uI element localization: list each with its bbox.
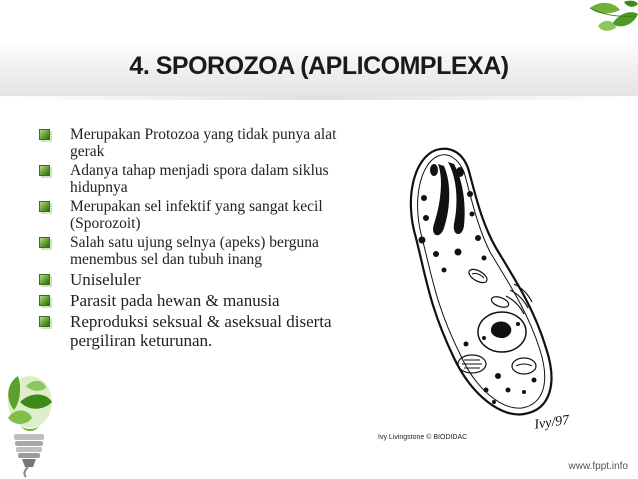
list-item [38, 270, 368, 289]
list-item [38, 234, 368, 268]
sporozoite-figure [374, 128, 602, 443]
bullet-list [38, 126, 368, 352]
list-item [38, 162, 368, 196]
bullet-box-icon [39, 237, 50, 248]
list-item [38, 126, 368, 160]
bullet-text: Salah satu ujung selnya (apeks) berguna menembus sel dan tubuh inang [70, 234, 319, 268]
bullet-text: Merupakan sel infektif yang sangat kecil (Sporozoit) [70, 198, 323, 232]
bullet-text: Merupakan Protozoa yang tidak punya alat gerak [70, 126, 337, 160]
figure-credit: Ivy Livingstone © BIODIDAC [378, 434, 468, 441]
bullet-box-icon [39, 274, 50, 285]
bullet-box-icon [39, 129, 50, 140]
bullet-box-icon [39, 316, 50, 327]
bullet-text: Adanya tahap menjadi spora dalam siklus hidupnya [70, 162, 329, 196]
bullet-box-icon [39, 295, 50, 306]
bullet-text: Reproduksi seksual & aseksual diserta pergiliran keturunan. [70, 312, 332, 350]
bullet-box-icon [39, 165, 50, 176]
bullet-text: Parasit pada hewan & manusia [70, 291, 280, 310]
list-item [38, 312, 368, 350]
sporozoite-illustration [374, 128, 602, 443]
bullet-text: Uniseluler [70, 270, 141, 289]
leaves-decoration-icon [528, 0, 638, 42]
footer-url: www.fppt.info [568, 461, 628, 472]
eco-bulb-icon [0, 362, 78, 479]
slide-title: 4. SPOROZOA (APLICOMPLEXA) [129, 52, 509, 80]
list-item [38, 198, 368, 232]
figure-signature: Ivy/97 [533, 412, 571, 433]
bullet-box-icon [39, 201, 50, 212]
list-item [38, 291, 368, 310]
